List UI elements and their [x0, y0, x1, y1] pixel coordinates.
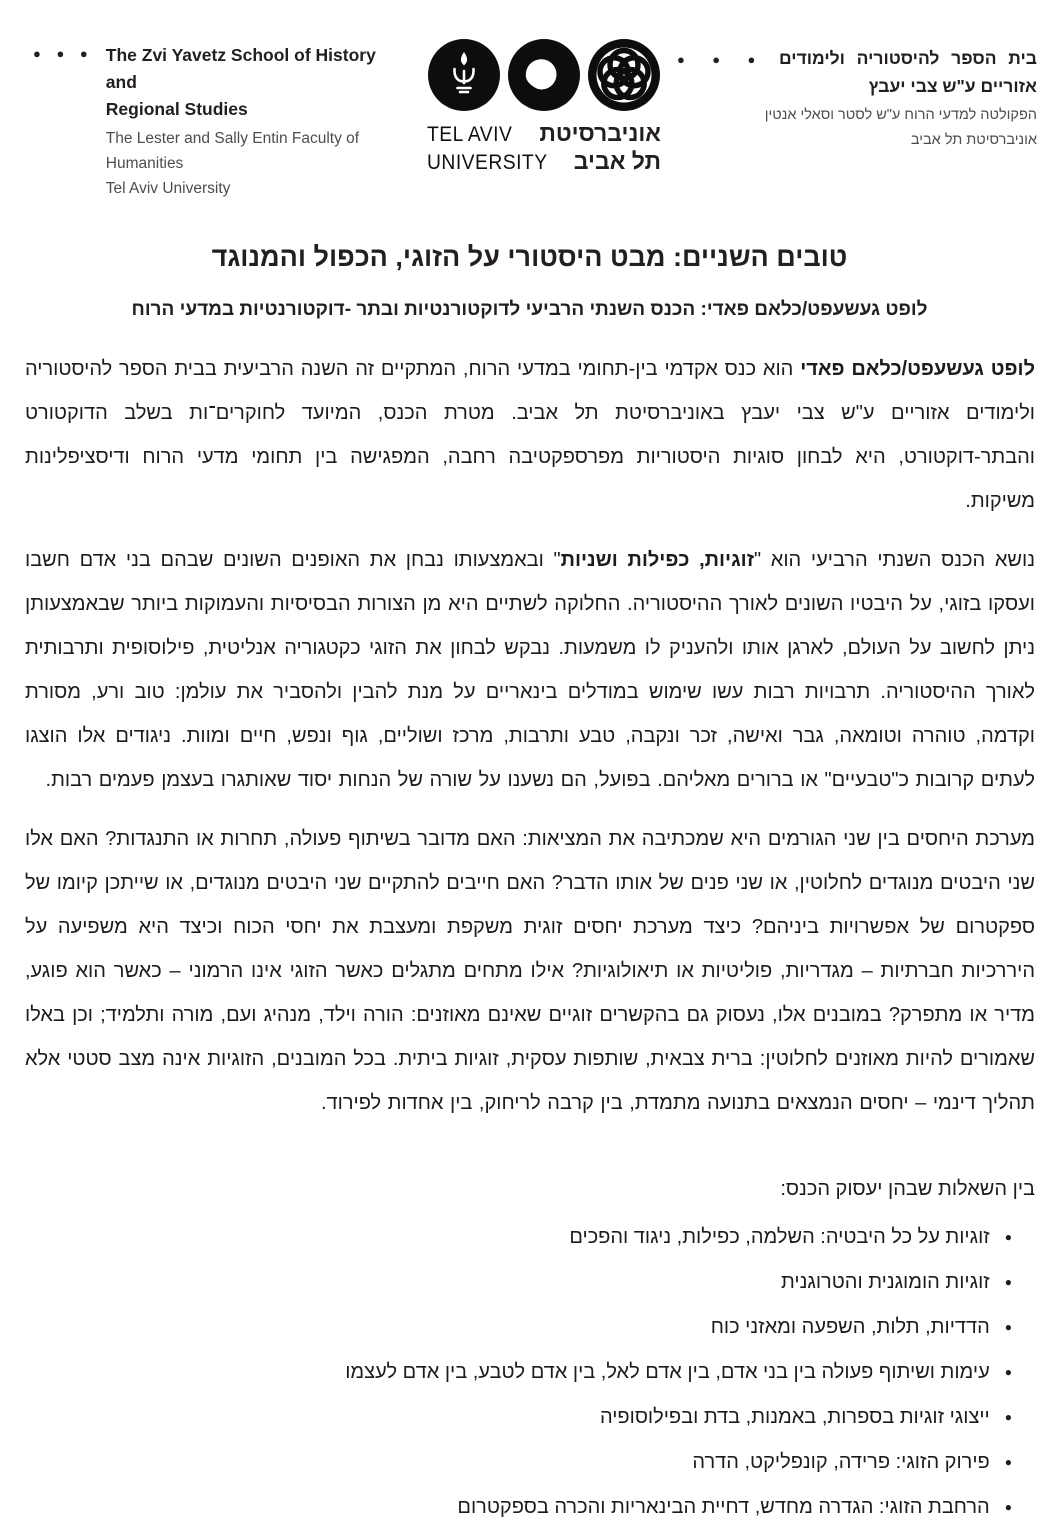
- faculty-line-hebrew: הפקולטה למדעי הרוח ע"ש לסטר וסאלי אנטין: [764, 107, 1037, 123]
- bullet-icon: ●: [1004, 1365, 1012, 1380]
- faculty-name-hebrew: [677, 103, 1037, 152]
- list-item-text: ייצוגי זוגיות בספרות, באמנות, בדת ובפילוסופיה: [599, 1405, 990, 1428]
- logo-university-he: אוניברסיטת: [539, 120, 661, 146]
- tau-logo-row2: [427, 148, 661, 176]
- list-item: [25, 1215, 1035, 1260]
- school-name-hebrew-line1: [677, 44, 1037, 72]
- page-subtitle: לופט געשעפט/כלאם פאדי: הכנס השנתי הרביעי לדוקטורנטיות ובתר -דוקטורנטיות במדעי הרוח: [131, 298, 928, 320]
- paragraph-relations: מערכת היחסים בין שני הגורמים היא שמכתיבה את המציאות: האם מדובר בשיתוף פעולה, תחרות או התנגדות? האם אלו שני היבטים מנוגדים לחלוטין, או שני פנים של אותו הדבר? האם חייבים להתקיים שני היבטים מנוגדים, או שייתכן קיומו של ספקטרום של אפשרויות ביניהם? כיצד מערכת יחסים זוגית משקפת ומעצבת את יחסי הכוח וכיצד היא משפיעה על היררכיות חברתיות – מגדריות, פוליטיות או תיאולוגיות? אילו מתחים מתגלים כאשר הזוגי אינו הרמוני – כאשר הוא פוגע, מדיר או מתפרק? במובנים אלו, נעסוק גם בהקשרים זוגיים שאינם מאוזנים: הורה וילד, מנהיג ועם, מורה ותלמיד; וכן באלו שאמורים להיות מאוזנים לחלוטין: ברית צבאית, שותפות עסקית, זוגיות ביתית. בכל המובנים, הזוגיות אינה מצב סטטי אלא תהליך דינמי – יחסים הנמצאים בתנועה מתמדת, בין קרבה לריחוק, בין אחדות לפירוד.: [25, 827, 1035, 1114]
- logo-university-en: UNIVERSITY: [427, 150, 548, 174]
- list-item-text: עימות ושיתוף פעולה בין בני אדם, בין אדם לאל, בין אדם לטבע, בין אדם לעצמו: [345, 1360, 990, 1383]
- list-item-text: הדדיות, תלות, השפעה ומאזני כוח: [710, 1315, 990, 1338]
- paragraph-conference-theme: נושא הכנס השנתי הרביעי הוא "זוגיות, כפילות ושניות" ובאמצעותו נבחן את האופנים השונים שבהם בני אדם חשבו ועסקו בזוגי, על היבטיו השונים לאורך ההיסטוריה. החלוקה לשתיים היא מן הצורות הבסיסיות והעמוקות ביותר שבאמצעותן ניתן לחשוב על העולם, לארגן אותו ולהעניק לו משמעות. נבקש לבחון את הזוגי כקטגוריה אנליטית, פילוסופית ותרבותית לאורך ההיסטוריה. תרבויות רבות עשו שימוש במודלים בינאריים על מנת להבין ולהסביר את עולמן: טוב ורע, מסורת וקדמה, טוהרה וטומאה, גבר ואישה, זכר ונקבה, טבע ותרבות, מרכז ושוליים, גוף ונפש, חיים ומוות. ניגודים אלו הוצגו לעתים קרובות כ"טבעיים" או ברורים מאליהם. בפועל, הם נשענו על שורה של הנחות יסוד שאותגרו בעצמן פעמים רבות.: [25, 548, 1035, 791]
- school-name-english-line2: Regional Studies: [105, 99, 248, 120]
- bullet-icon: ●: [1004, 1275, 1012, 1290]
- list-item-text: פירוק הזוגי: פרידה, קונפליקט, הדרה: [692, 1450, 990, 1473]
- bullet-icon: ●: [1004, 1320, 1012, 1335]
- list-item: [25, 1440, 1035, 1485]
- tau-logo-row1: [427, 120, 661, 148]
- school-header-english: [33, 42, 411, 202]
- faculty-name-english: [106, 127, 411, 201]
- school-header-english-text: [106, 42, 411, 202]
- school-name-hebrew-line2: אזוריים ע"ש צבי יעבץ: [868, 76, 1037, 96]
- logo-telaviv-en: TEL AVIV: [427, 123, 513, 146]
- tau-logo-circles: [427, 38, 661, 112]
- bullet-icon: ●: [1004, 1455, 1012, 1470]
- tau-logo: [411, 38, 677, 176]
- faculty-line-english: The Lester and Sally Entin Faculty of Humanities: [105, 130, 360, 173]
- rosette-circle-icon: [588, 39, 660, 111]
- tau-emblem-circle-icon: [428, 39, 500, 111]
- list-item: [25, 1350, 1035, 1395]
- list-item: [25, 1305, 1035, 1350]
- three-dots-icon: ● ● ●: [677, 52, 768, 67]
- logo-telaviv-he: תל אביב: [573, 147, 661, 174]
- school-name-hebrew-text: בית הספר להיסטוריה ולימודים: [778, 48, 1037, 68]
- list-item: [25, 1395, 1035, 1440]
- university-line-hebrew: אוניברסיטת תל אביב: [910, 131, 1037, 148]
- bullet-icon: ●: [1004, 1230, 1012, 1245]
- list-item-text: הרחבת הזוגי: הגדרה מחדש, דחיית הבינאריות והכרה בספקטרום: [457, 1495, 990, 1518]
- list-item-text: זוגיות הומוגנית והטרוגנית: [780, 1270, 990, 1293]
- university-line-english: Tel Aviv University: [105, 179, 231, 197]
- page-title: טובים השניים: מבט היסטורי על הזוגי, הכפול והמנוגד: [211, 241, 848, 272]
- three-dots-icon: ● ● ●: [33, 46, 94, 61]
- document-body: [0, 347, 1059, 1530]
- tau-logo-wordmark: [427, 120, 661, 176]
- list-item-text: זוגיות על כל היבטיה: השלמה, כפילות, ניגוד והפכים: [569, 1225, 990, 1248]
- school-header-hebrew: [677, 44, 1037, 152]
- letterhead: [0, 0, 1059, 202]
- conference-topics-list: [25, 1215, 1035, 1530]
- bullet-icon: ●: [1004, 1410, 1012, 1425]
- list-item: [25, 1260, 1035, 1305]
- bullet-icon: ●: [1004, 1500, 1012, 1515]
- topics-list-intro: בין השאלות שבהן יעסוק הכנס:: [780, 1177, 1035, 1200]
- paragraph-conference-intro: לופט געשעפט/כלאם פאדי הוא כנס אקדמי בין-תחומי במדעי הרוח, המתקיים זה השנה הרביעית בבית הספר להיסטוריה ולימודים אזוריים ע"ש צבי יעבץ באוניברסיטת תל אביב. מטרת הכנס, המיועד לחוקרים־ות בשלב הדוקטורט והבתר-דוקטורט, היא לבחון סוגיות היסטוריות מפרספקטיבה רחבה, המפגישה בין תחומי מדעי הרוח ודיסציפלינות משיקות.: [25, 357, 1035, 512]
- list-item: [25, 1485, 1035, 1530]
- ring-circle-icon: [508, 39, 580, 111]
- school-name-english-line1: The Zvi Yavetz School of History and: [105, 45, 376, 93]
- school-name-english: [106, 42, 411, 123]
